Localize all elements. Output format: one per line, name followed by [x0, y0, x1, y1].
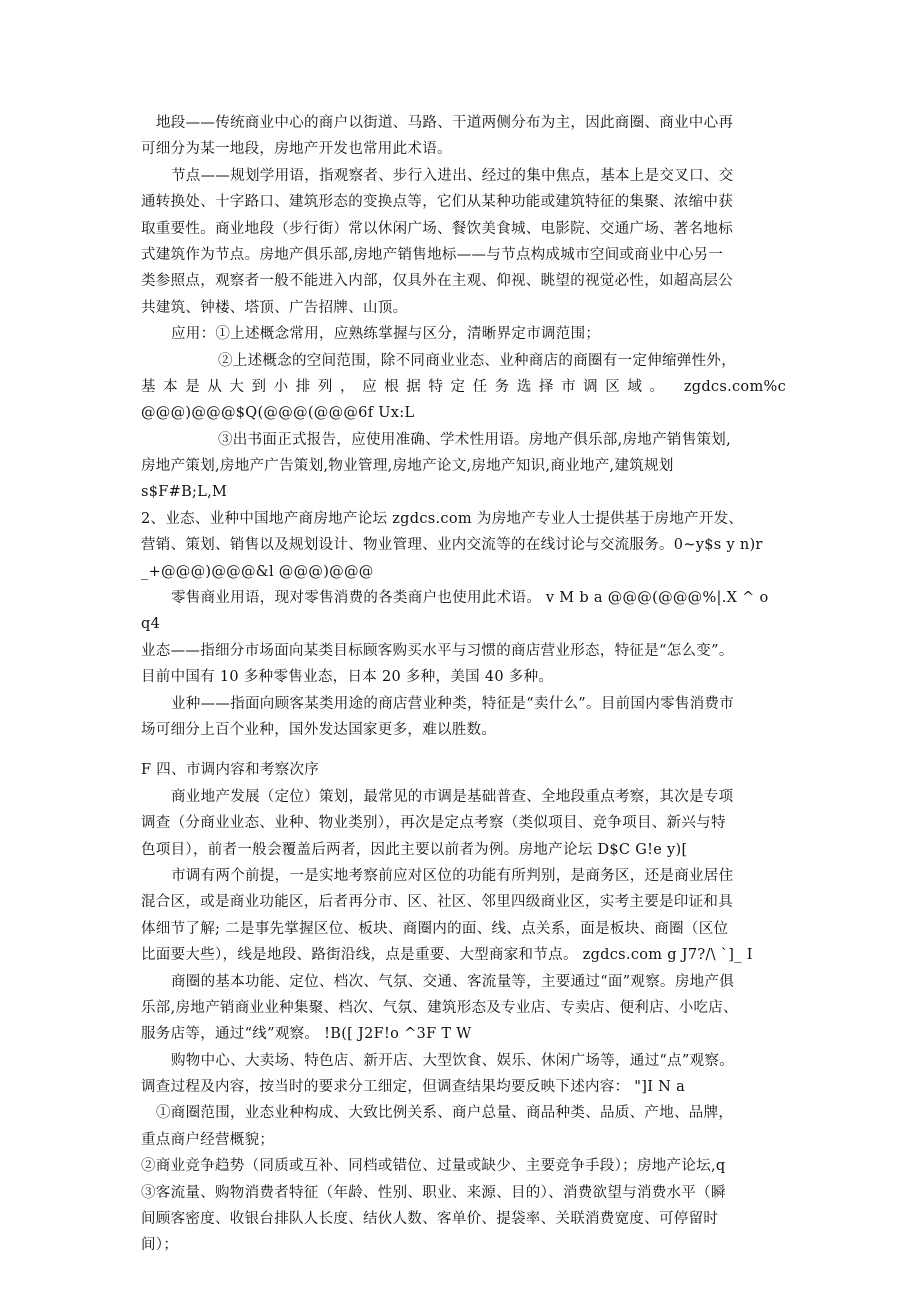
document-page: [141, 110, 786, 1259]
text-line: 商圈的基本功能、定位、档次、气氛、交通、客流量等，主要通过“面”观察。房地产俱: [171, 973, 735, 990]
text-line: 业态——指细分市场面向某类目标顾客购买水平与习惯的商店营业形态，特征是“怎么变”。: [141, 642, 734, 659]
text-line: 式建筑作为节点。房地产俱乐部,房地产销售地标——与节点构成城市空间或商业中心另一: [141, 246, 724, 263]
text-line: 调查过程及内容，按当时的要求分工细定，但调查结果均要反映下述内容： "]I N a: [141, 1079, 686, 1096]
text-line: 基本是从大到小排列，应根据特定任务选择市调区域。 zgdcs.com%c: [141, 378, 786, 395]
paragraph-gap: [141, 743, 786, 757]
text-line: 节点——规划学用语，指观察者、步行入进出、经过的集中焦点，基本上是交叉口、交: [171, 167, 734, 184]
text-line: 间顾客密度、收银台排队人长度、结伙人数、客单价、提袋率、关联消费宽度、可停留时: [141, 1211, 719, 1228]
text-line: 可细分为某一地段，房地产开发也常用此术语。: [141, 141, 452, 158]
text-line: 通转换处、十字路口、建筑形态的变换点等，它们从某种功能或建筑特征的集聚、浓缩中获: [141, 194, 733, 211]
text-line: 商业地产发展（定位）策划，最常见的市调是基础普查、全地段重点考察，其次是专项: [171, 788, 734, 805]
text-line: 地段——传统商业中心的商户以街道、马路、干道两侧分布为主，因此商圈、商业中心再: [156, 115, 734, 131]
text-line: 调查（分商业业态、业种、物业类别），再次是定点考察（类似项目、竞争项目、新兴与特: [141, 815, 726, 832]
text-line: 比面要大些），线是地段、路街沿线，点是重要、大型商家和节点。 zgdcs.com g J7?/\ `]_ I: [141, 947, 753, 964]
text-line: 体细节了解; 二是事先掌握区位、板块、商圈内的面、线、点关系，面是板块、商圈（区位: [141, 920, 729, 937]
text-line: 色项目），前者一般会覆盖后两者，因此主要以前者为例。房地产论坛 D$C G!e y)[: [141, 841, 688, 858]
list-item: ②商业竞争趋势（同质或互补、同档或错位、过量或缺少、主要竞争手段）；房地产论坛,q: [141, 1158, 726, 1175]
text-line: 取重要性。商业地段（步行街）常以休闲广场、餐饮美食城、电影院、交通广场、著名地标: [141, 220, 733, 237]
text-line: 业种——指面向顾客某类用途的商店营业种类，特征是“卖什么”。目前国内零售消费市: [171, 695, 735, 712]
text-line: ②上述概念的空间范围，除不同商业业态、业种商店的商圈有一定伸缩弹性外，: [218, 352, 736, 369]
text-line: s$F#B;L,M: [141, 484, 228, 501]
text-line: 间）；: [141, 1237, 179, 1254]
text-line: 应用：①上述概念常用，应熟练掌握与区分，清晰界定市调范围；: [171, 326, 601, 343]
text-line: 房地产策划,房地产广告策划,物业管理,房地产论文,房地产知识,商业地产,建筑规划: [141, 458, 674, 475]
text-line: 目前中国有 10 多种零售业态，日本 20 多种，美国 40 多种。: [141, 669, 554, 686]
text-line: 购物中心、大卖场、特色店、新开店、大型饮食、娱乐、休闲广场等，通过“点”观察。: [171, 1052, 735, 1069]
text-line: 零售商业用语，现对零售消费的各类商户也使用此术语。 v M b a @@@(@@@%|.X ^ o: [171, 590, 769, 607]
section-heading: F 四、市调内容和考察次序: [141, 762, 320, 779]
text-line: @@@)@@@$Q(@@@(@@@6f Ux:L: [141, 405, 415, 422]
text-line: 重点商户经营概貌；: [141, 1131, 275, 1148]
text-line: 混合区，或是商业功能区，后者再分市、区、社区、邻里四级商业区，实考主要是印证和具: [141, 894, 733, 911]
text-line: 营销、策划、销售以及规划设计、物业管理、业内交流等的在线讨论与交流服务。0~y$s y n)r: [141, 537, 763, 554]
text-line: 服务店等，通过“线”观察。 !B([ J2F!o ^3F T W: [141, 1026, 472, 1043]
text-line: 共建筑、钟楼、塔顶、广告招牌、山顶。: [141, 299, 408, 316]
list-item: ①商圈范围，业态业种构成、大致比例关系、商户总量、商品种类、品质、产地、品牌，: [156, 1105, 734, 1122]
text-line: ③出书面正式报告，应使用准确、学术性用语。房地产俱乐部,房地产销售策划,: [218, 431, 732, 448]
text-line: 场可细分上百个业种，国外发达国家更多，难以胜数。: [141, 721, 497, 738]
text-line: q4: [141, 616, 161, 633]
list-item: ③客流量、购物消费者特征（年龄、性别、职业、来源、目的）、消费欲望与消费水平（瞬: [141, 1184, 726, 1201]
text-line: 类参照点，观察者一般不能进入内部，仅具外在主观、仰视、眺望的视觉必性，如超高层公: [141, 273, 733, 290]
text-line: 2、业态、业种中国地产商房地产论坛 zgdcs.com 为房地产专业人士提供基于房地产开发、: [141, 510, 744, 527]
text-line: 市调有两个前提，一是实地考察前应对区位的功能有所判别，是商务区，还是商业居住: [171, 867, 734, 884]
text-line: 乐部,房地产销商业业种集聚、档次、气氛、建筑形态及专业店、专卖店、便利店、小吃店、: [141, 999, 738, 1016]
text-line: _+@@@)@@@&l @@@)@@@: [141, 563, 374, 580]
